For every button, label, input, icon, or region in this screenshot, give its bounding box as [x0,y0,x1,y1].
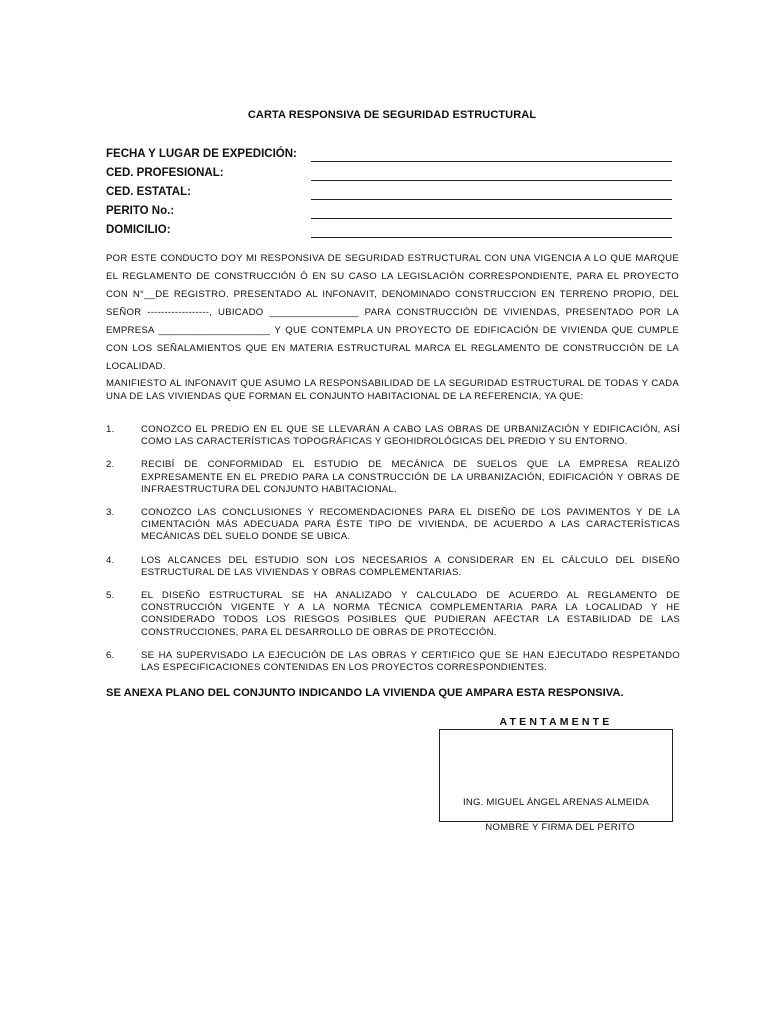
manifiesto-paragraph: MANIFIESTO AL INFONAVIT QUE ASUMO LA RESPONSABILIDAD DE LA SEGURIDAD ESTRUCTURAL DE TODAS Y CADA UNA DE LAS VIVIENDAS QUE FORMAN EL CONJUNTO HABITACIONAL DE LA REFERENCIA, YA QUE: [106,378,679,402]
item-text: EL DISEÑO ESTRUCTURAL SE HA ANALIZADO Y CALCULADO DE ACUERDO AL REGLAMENTO DE CONSTRUCCIÓN VIGENTE Y A LA NORMA TÉCNICA COMPLEMENTARIA PARA LA LOCALIDAD Y HE CONSIDERADO TODOS LOS RIESGOS POSIBLES QUE PUDIERAN AFECTAR LA ESTABILIDAD DE LAS CONSTRUCCIONES, PARA EL DESARROLLO DE OBRAS DE PROTECCIÓN. [141,590,680,638]
item-number: 1. [106,424,115,435]
closing-atentamente: ATENTAMENTE [499,716,613,728]
fill-in-line [311,237,672,238]
signer-name: ING. MIGUEL ÁNGEL ARENAS ALMEIDA [463,797,649,808]
field-label: DOMICILIO: [106,224,171,236]
fill-in-line [311,161,672,162]
fill-in-line [311,180,672,181]
numbered-list [106,424,680,674]
field-domicilio [106,222,676,241]
responsiva-paragraph: POR ESTE CONDUCTO DOY MI RESPONSIVA DE SEGURIDAD ESTRUCTURAL CON UNA VIGENCIA A LO QUE MARQUE EL REGLAMENTO DE CONSTRUCCIÓN Ó EN SU CASO LA LEGISLACIÓN CORRESPONDIENTE, PARA EL PROYECTO CON N°__DE REGISTRO. PRESENTADO AL INFONAVIT, DENOMINADO CONSTRUCCION EN TERRENO PROPIO, DEL SEÑOR ------------------, UBICADO ________________ PARA CONSTRUCCIÓN DE VIVIENDAS, PRESENTADO POR LA EMPRESA ____________________ Y QUE CONTEMPLA UN PROYECTO DE EDIFICACIÓN DE VIVIENDA QUE CUMPLE CON LOS SEÑALAMIENTOS QUE EN MATERIA ESTRUCTURAL MARCA EL REGLAMENTO DE CONSTRUCCIÓN DE LA LOCALIDAD. [106,253,679,372]
item-number: 6. [106,649,115,661]
field-perito-no [106,203,676,222]
field-ced-profesional [106,165,676,184]
list-item [106,459,680,496]
item-text: LOS ALCANCES DEL ESTUDIO SON LOS NECESARIOS A CONSIDERAR EN EL CÁLCULO DEL DISEÑO ESTRUCTURAL DE LAS VIVIENDAS Y OBRAS COMPLEMENTARIAS. [141,554,680,578]
field-label: PERITO No.: [106,205,175,217]
fill-in-line [311,199,672,200]
list-item [106,555,680,579]
header-fields [106,146,676,241]
item-number: 4. [106,554,115,566]
field-fecha-lugar [106,146,676,165]
list-item [106,424,680,448]
item-number: 3. [106,507,115,519]
item-number: 5. [106,590,115,602]
item-text: CONOZCO LAS CONCLUSIONES Y RECOMENDACIONES PARA EL DISEÑO DE LOS PAVIMENTOS Y DE LA CIMENTACIÓN MÁS ADECUADA PARA ÉSTE TIPO DE VIVIENDA, DE ACUERDO A LAS CARACTERÍSTICAS MECÁNICAS DEL SUELO DONDE SE UBICA. [141,507,680,543]
field-label: CED. PROFESIONAL: [106,167,224,179]
list-item [106,590,680,639]
document-title: CARTA RESPONSIVA DE SEGURIDAD ESTRUCTURAL [247,109,537,121]
fill-in-line [311,218,672,219]
item-text: RECIBÍ DE CONFORMIDAD EL ESTUDIO DE MECÁNICA DE SUELOS QUE LA EMPRESA REALIZÓ EXPRESAMENTE EN EL PREDIO PARA LA CONSTRUCCIÓN DE LA URBANIZACIÓN, EDIFICACIÓN Y OBRAS DE INFRAESTRUCTURA DEL CONJUNTO HABITACIONAL. [141,459,680,495]
signature-box [439,729,673,822]
signature-caption: NOMBRE Y FIRMA DEL PERITO [485,822,635,833]
field-ced-estatal [106,184,676,203]
list-item [106,507,680,544]
field-label: FECHA Y LUGAR DE EXPEDICIÓN: [106,148,297,160]
field-label: CED. ESTATAL: [106,186,191,198]
item-number: 2. [106,459,115,471]
item-text: SE HA SUPERVISADO LA EJECUCIÓN DE LAS OBRAS Y CERTIFICO QUE SE HAN EJECUTADO RESPETANDO LAS ESPECIFICACIONES CONTENIDAS EN LOS PROYECTOS CORRESPONDIENTES. [141,649,680,674]
annex-note: SE ANEXA PLANO DEL CONJUNTO INDICANDO LA VIVIENDA QUE AMPARA ESTA RESPONSIVA. [106,687,624,699]
list-item [106,650,680,674]
item-text: CONOZCO EL PREDIO EN EL QUE SE LLEVARÁN A CABO LAS OBRAS DE URBANIZACIÓN Y EDIFICACIÓN, ASÍ COMO LAS CARACTERÍSTICAS TOPOGRÁFICAS Y GEOHIDROLÓGICAS DEL PREDIO Y SU ENTORNO. [141,424,680,448]
